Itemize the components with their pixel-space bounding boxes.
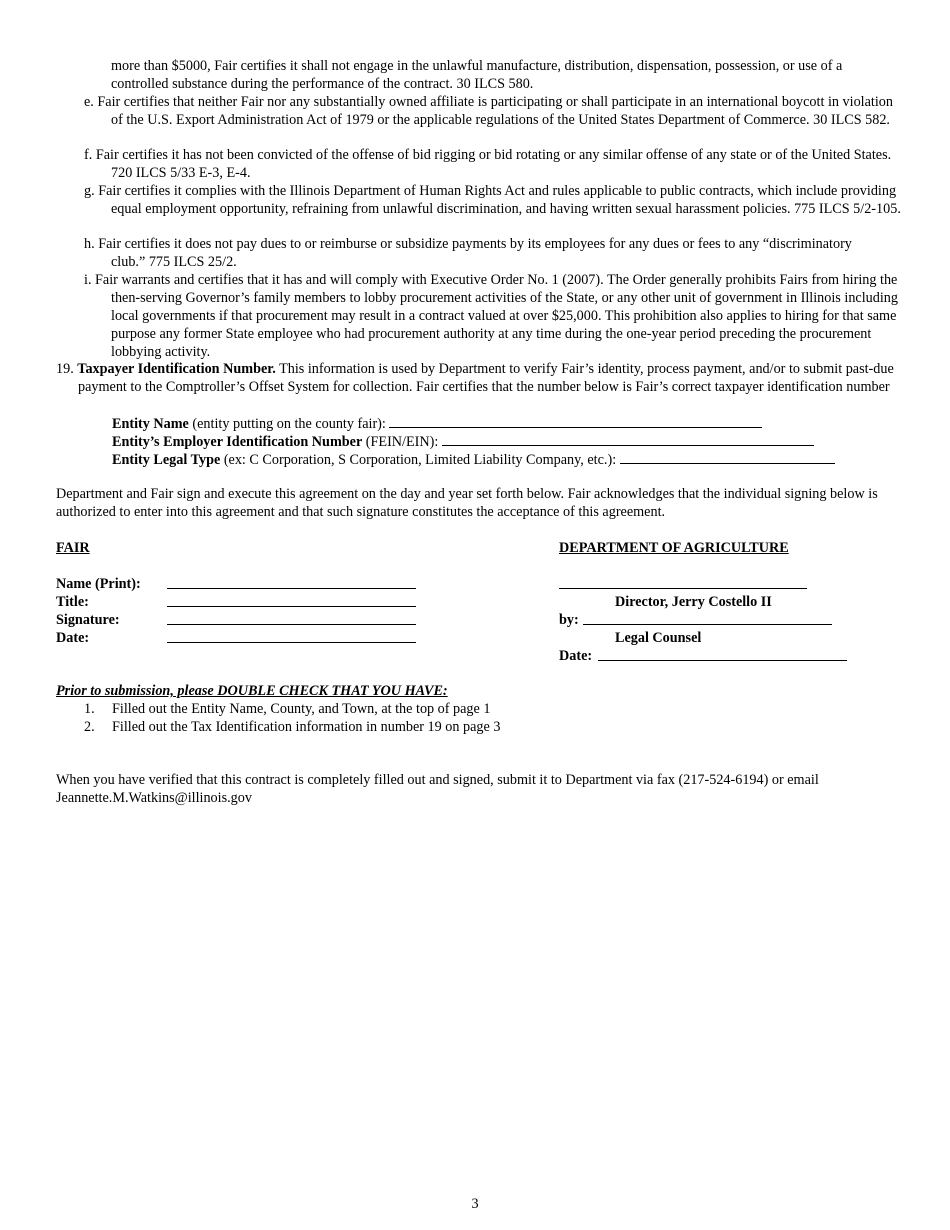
- ein-row: [112, 432, 814, 451]
- fair-title-field[interactable]: [167, 593, 416, 607]
- entity-name-label: Entity Name: [112, 416, 189, 432]
- checklist-item: [84, 718, 500, 736]
- fair-title-label: Title:: [56, 594, 89, 610]
- ein-hint: (FEIN/EIN):: [362, 434, 442, 450]
- clause-h: h. Fair certifies it does not pay dues to or reimburse or subsidize payments by its employees for any dues or fees to any “discriminatory club.” 775 ILCS 25/2.: [84, 236, 852, 270]
- fair-date-label: Date:: [56, 630, 90, 646]
- checklist-item-text: Filled out the Entity Name, County, and Town, at the top of page 1: [112, 701, 491, 717]
- checklist-item-number: 2.: [84, 719, 95, 735]
- legal-type-label: Entity Legal Type: [112, 452, 221, 468]
- director-signature-field[interactable]: [559, 575, 807, 589]
- fair-name-label: Name (Print):: [56, 576, 141, 592]
- clause-f: f. Fair certifies it has not been convicted of the offense of bid rigging or bid rotating or any similar offense of any state or of the United States. 720 ILCS 5/33 E-3, E-4.: [84, 147, 892, 181]
- entity-name-field[interactable]: [389, 414, 762, 428]
- entity-name-row: [112, 414, 762, 433]
- section-19: [56, 360, 913, 396]
- submission-instructions: When you have verified that this contract is completely filled out and signed, submit it to Department via fax (217-524-6194) or email Jeannette.M.Watkins@illinois.gov: [56, 772, 819, 806]
- legal-type-row: [112, 450, 835, 469]
- section-19-title: Taxpayer Identification Number.: [77, 361, 276, 377]
- legal-counsel-title: Legal Counsel: [615, 630, 702, 646]
- ein-label: Entity’s Employer Identification Number: [112, 434, 363, 450]
- dept-by-label: by:: [559, 612, 579, 628]
- checklist-item: [84, 700, 490, 718]
- fair-signature-label: Signature:: [56, 612, 120, 628]
- checklist-item-text: Filled out the Tax Identification information in number 19 on page 3: [112, 719, 501, 735]
- dept-date-label: Date:: [559, 648, 593, 664]
- entity-name-hint: (entity putting on the county fair):: [188, 416, 390, 432]
- section-19-body: This information is used by Department to verify Fair’s identity, process payment, and/or to submit past-due payment to the Comptroller’s Offset System for collection. Fair certifies that the number below is Fair’s correct taxpayer identification number: [78, 361, 894, 395]
- legal-type-field[interactable]: [620, 450, 835, 464]
- agreement-paragraph: Department and Fair sign and execute this agreement on the day and year set forth below. Fair acknowledges that the individual signing below is authorized to enter into this agreement and that such signature constitutes the acceptance of this agreement.: [56, 486, 878, 520]
- legal-counsel-signature-field[interactable]: [583, 611, 832, 625]
- legal-type-hint: (ex: C Corporation, S Corporation, Limited Liability Company, etc.):: [220, 452, 620, 468]
- fair-name-field[interactable]: [167, 575, 416, 589]
- clause-d-continued: more than $5000, Fair certifies it shall not engage in the unlawful manufacture, distribution, dispensation, possession, or use of a controlled substance during the performance of the contract. 30 ILCS 580.: [111, 58, 843, 92]
- checklist-item-number: 1.: [84, 701, 95, 717]
- clause-g: g. Fair certifies it complies with the Illinois Department of Human Rights Act and rules applicable to public contracts, which include providing equal employment opportunity, refraining from unlawful discrimination, and having written sexual harassment policies. 775 ILCS 5/2-105.: [84, 183, 901, 217]
- dept-heading: DEPARTMENT OF AGRICULTURE: [559, 540, 789, 556]
- clause-i: i. Fair warrants and certifies that it has and will comply with Executive Order No. 1 (2007). The Order generally prohibits Fairs from hiring the then-serving Governor’s family members to lobby procurement activities of the State, or any other unit of government in Illinois including local governments if that procurement may result in a contract valued at over $25,000. This prohibition also applies to hiring for that same purpose any former State employee who had procurement authority at any time during the one-year period preceding the procurement lobbying activity.: [84, 272, 898, 360]
- fair-date-field[interactable]: [167, 629, 416, 643]
- clause-e: e. Fair certifies that neither Fair nor any substantially owned affiliate is participating or shall participate in an international boycott in violation of the U.S. Export Administration Act of 1979 or the applicable regulations of the United States Department of Commerce. 30 ILCS 582.: [84, 94, 893, 128]
- director-name: Director, Jerry Costello II: [615, 594, 772, 610]
- fair-signature-field[interactable]: [167, 611, 416, 625]
- section-19-number: 19.: [56, 361, 74, 377]
- checklist-heading: Prior to submission, please DOUBLE CHECK THAT YOU HAVE:: [56, 683, 448, 699]
- page-number: 3: [471, 1196, 479, 1212]
- fair-heading: FAIR: [56, 540, 90, 556]
- dept-date-field[interactable]: [598, 647, 847, 661]
- ein-field[interactable]: [442, 432, 814, 446]
